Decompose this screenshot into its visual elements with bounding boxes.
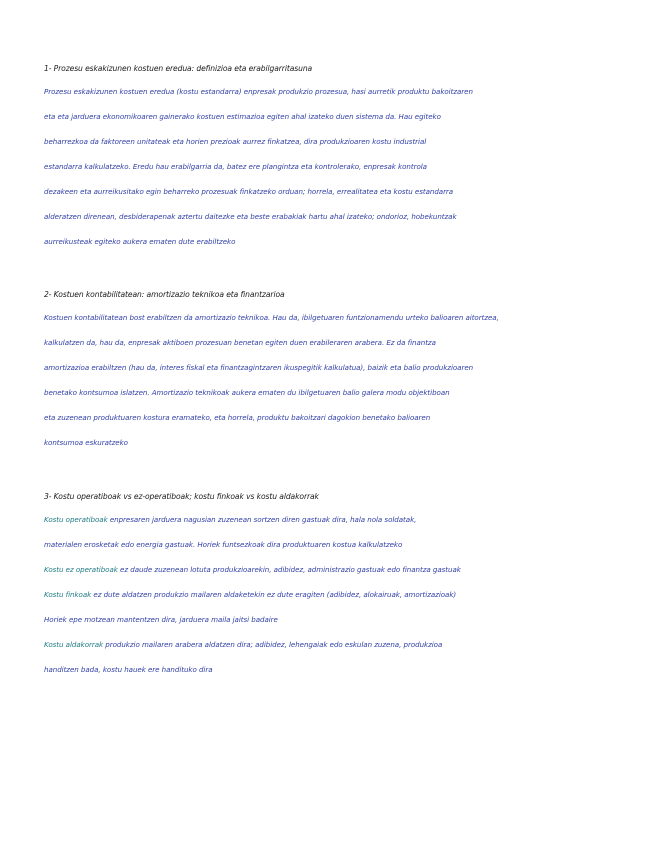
term-definition: enpresaren jarduera nagusian zuzenean sortzen diren gastuak dira, hala nola soldatak, [107,515,417,524]
paragraph-line: dezakeen eta aurreikusitako egin beharreko prozesuak finkatzeko orduan; horrela, errealitatea eta kostu estandarra [44,187,454,196]
paragraph-line: aurreikusteak egiteko aukera ematen dute erabiltzeko [44,237,236,246]
paragraph-line: estandarra kalkulatzeko. Eredu hau erabilgarria da, batez ere plangintza eta kontrolerako, enpresak kontrola [44,162,427,171]
term-label: Kostu ez operatiboak [44,565,118,574]
paragraph-line: kalkulatzen da, hau da, enpresak aktiboen prozesuan benetan egiten duen erabileraren arabera. Ez da finantza [44,338,436,347]
term-definition: ez daude zuzenean lotuta produkzioarekin, adibidez, administrazio gastuak edo finantza gastuak [117,565,461,574]
paragraph-line [44,564,624,576]
section-heading: 2- Kostuen kontabilitatean: amortizazio teknikoa eta finantzarioa [44,290,285,299]
paragraph-line: eta zuzenean produktuaren kostura eramateko, eta horrela, produktu bakoitzari dagokion benetako balioaren [44,413,431,422]
term-label: Kostu operatiboak [44,515,108,524]
paragraph-line [44,614,624,626]
term-label: Kostu finkoak [44,590,92,599]
term-definition: ez dute aldatzen produkzio mailaren aldaketekin ez dute eragiten (adibidez, alokairuak, amortizazioak) [91,590,457,599]
paragraph-line: Prozesu eskakizunen kostuen eredua (kostu estandarra) enpresak produkzio prozesua, hasi aurretik produktu bakoitzaren [44,87,473,96]
paragraph-line: kontsumoa eskuratzeko [44,438,128,447]
term-definition: Horiek epe motzean mantentzen dira, jarduera maila jaitsi badaire [44,615,278,624]
section-heading: 3- Kostu operatiboak vs ez-operatiboak; kostu finkoak vs kostu aldakorrak [44,492,319,501]
term-definition: produkzio mailaren arabera aldatzen dira; adibidez, lehengaiak edo eskulan zuzena, produkzioa [103,640,443,649]
paragraph-line [44,589,624,601]
term-definition: handitzen bada, kostu hauek ere handituko dira [44,665,213,674]
paragraph-line: Kostuen kontabilitatean bost erabiltzen da amortizazio teknikoa. Hau da, ibilgetuaren funtzionamendu urteko balioaren aitortzea, [44,313,499,322]
paragraph-line: alderatzen direnean, desbiderapenak aztertu daitezke eta beste erabakiak hartu ahal izateko; ondorioz, hobekuntzak [44,212,457,221]
section-1 [44,64,624,261]
paragraph-line [44,664,624,676]
section-3 [44,492,624,689]
term-definition: materialen erosketak edo energia gastuak. Horiek funtsezkoak dira produktuaren kostua kalkulatzeko [44,540,403,549]
paragraph-line: amortizazioa erabiltzen (hau da, interes fiskal eta finantzagintzaren ikuspegitik kalkulatua), baizik eta balio produkzioaren [44,363,474,372]
paragraph-line [44,514,624,526]
paragraph-line [44,639,624,651]
section-heading: 1- Prozesu eskakizunen kostuen eredua: definizioa eta erabilgarritasuna [44,64,313,73]
paragraph-line: eta eta jarduera ekonomikoaren gainerako kostuen estimazioa egiten ahal izateko duen sistema da. Hau egiteko [44,112,441,121]
section-2 [44,290,624,462]
paragraph-line [44,539,624,551]
paragraph-line: benetako kontsumoa islatzen. Amortizazio teknikoak aukera ematen du ibilgetuaren balio galera modu objektiboan [44,388,450,397]
term-label: Kostu aldakorrak [44,640,104,649]
paragraph-line: beharrezkoa da faktoreen unitateak eta horien prezioak aurrez finkatzea, dira produkzioaren kostu industrial [44,137,427,146]
